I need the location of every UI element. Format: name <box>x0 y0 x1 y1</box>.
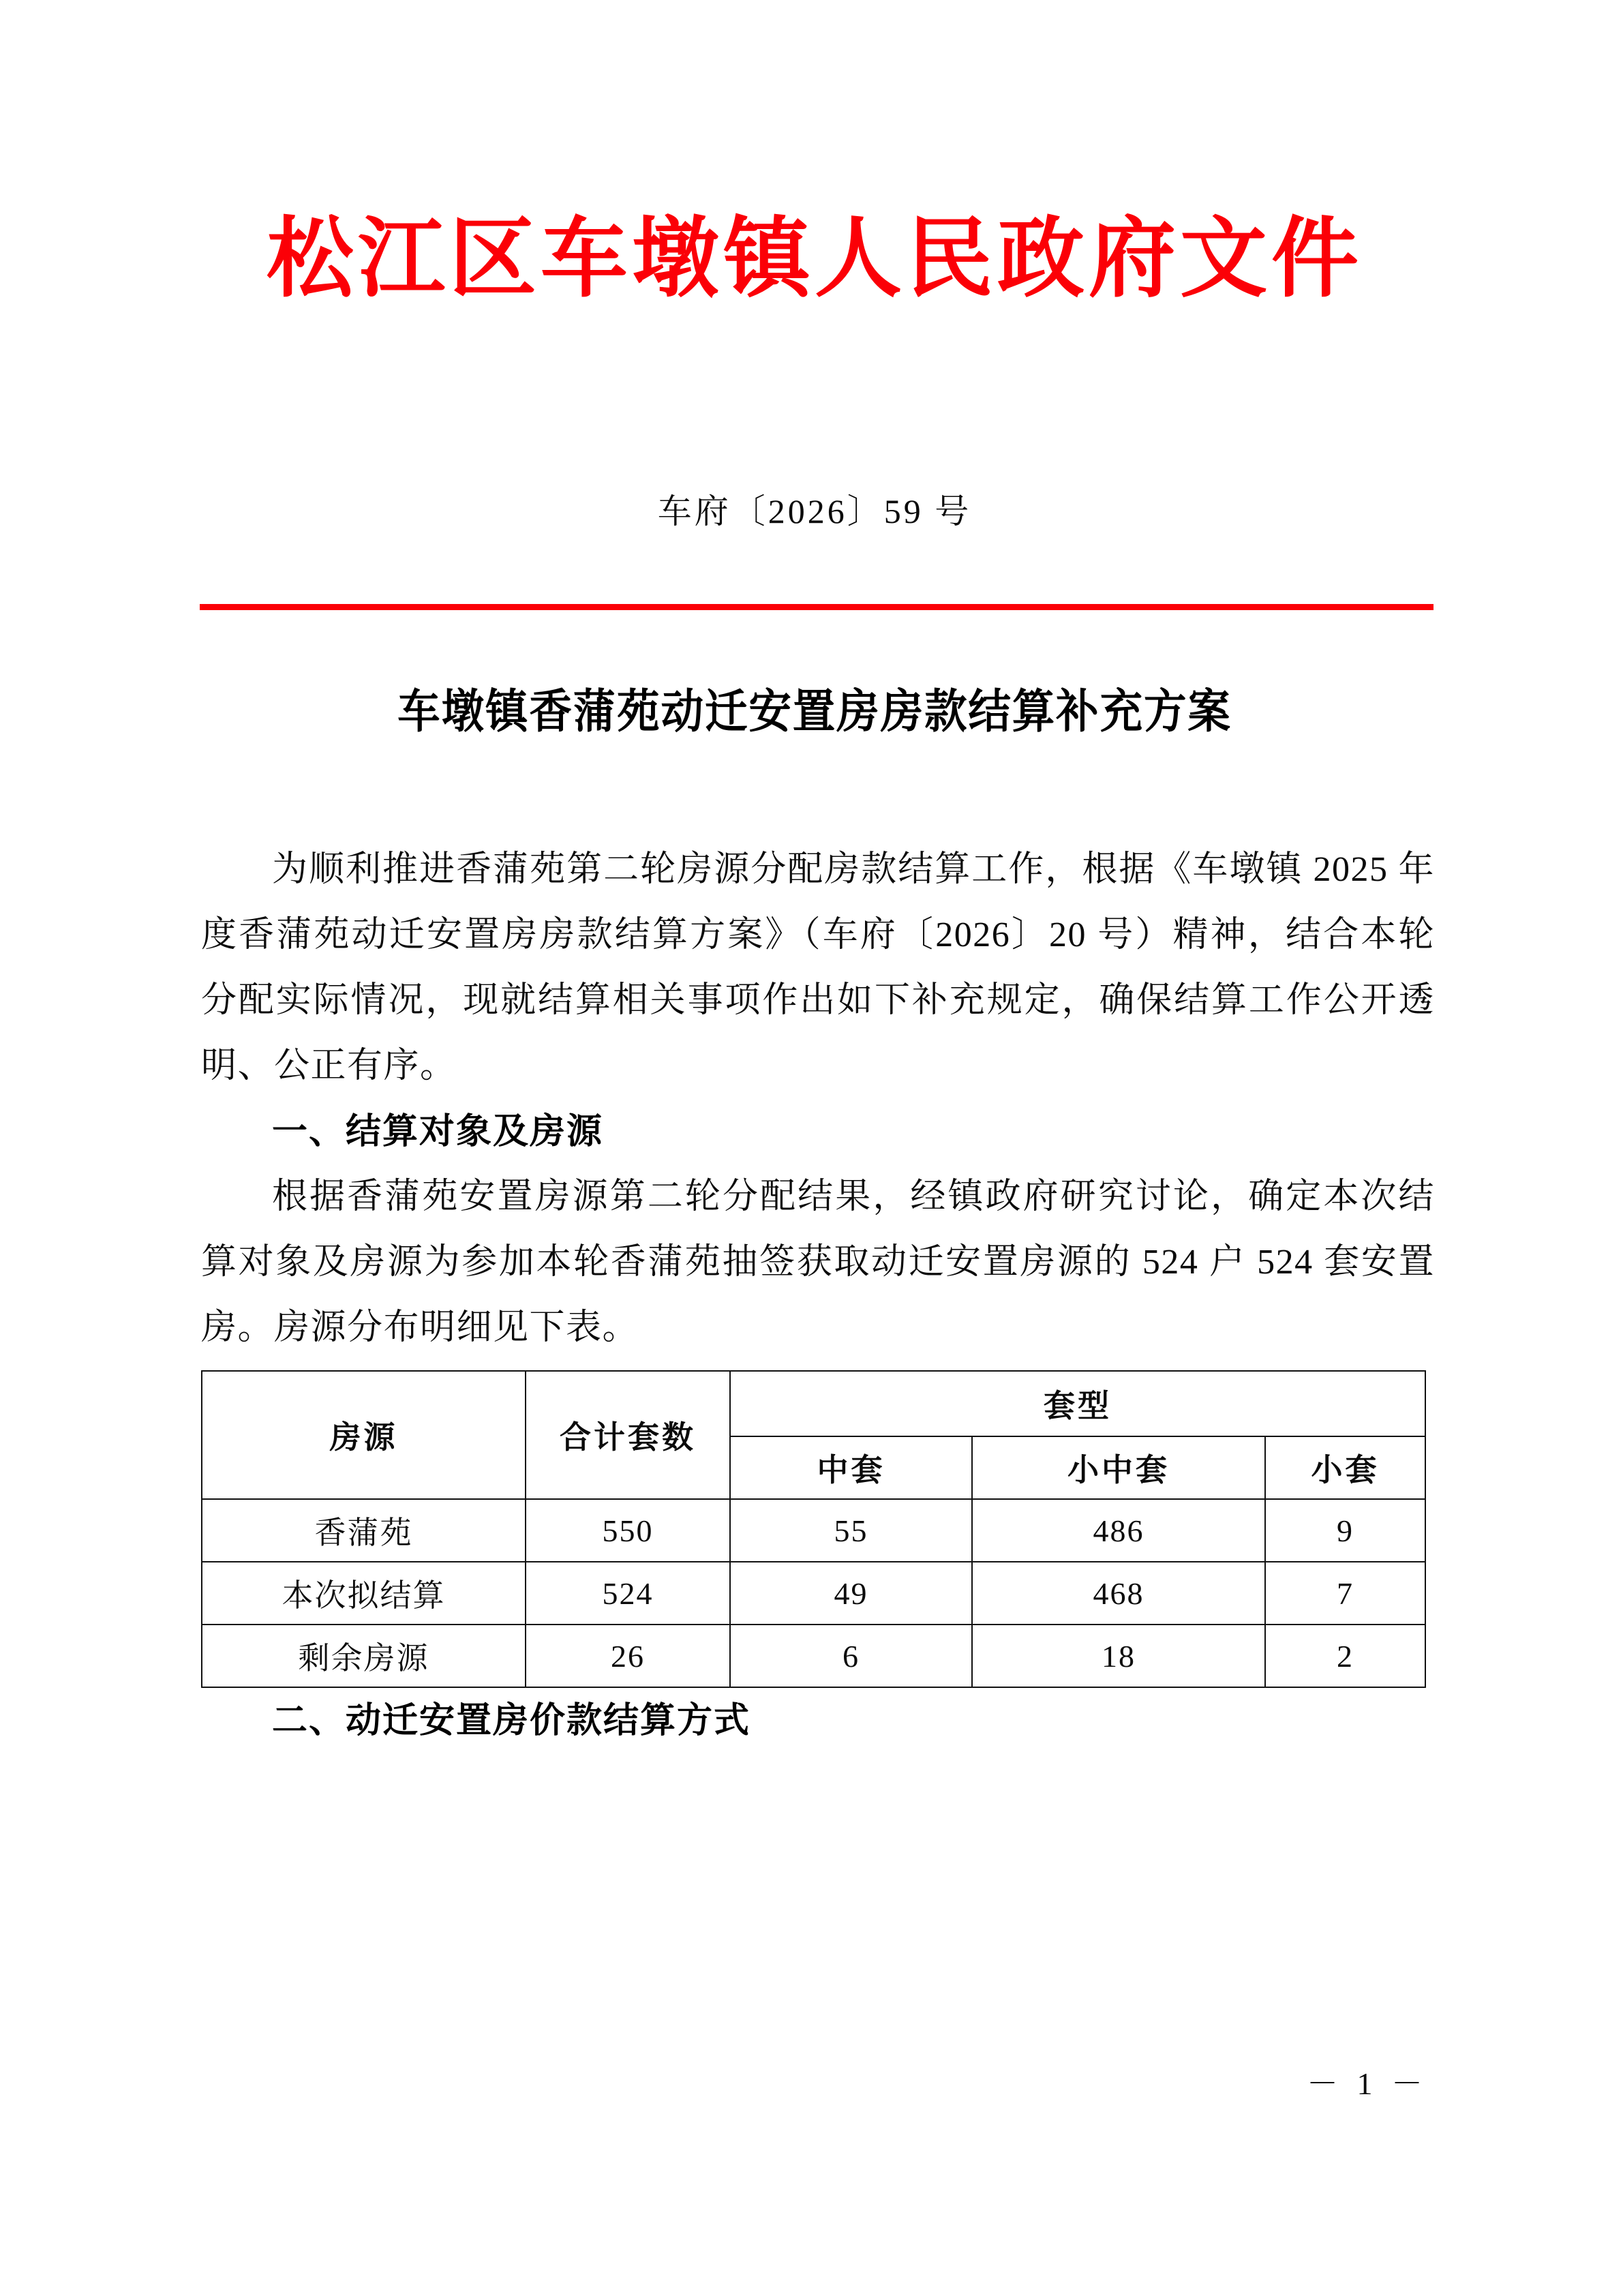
cell-source: 剩余房源 <box>202 1625 526 1687</box>
red-divider-rule <box>200 604 1434 610</box>
cell-small-mid: 468 <box>972 1562 1265 1625</box>
cell-total: 550 <box>526 1499 730 1562</box>
paragraph-intro: 为顺利推进香蒲苑第二轮房源分配房款结算工作，根据《车墩镇 2025 年度香蒲苑动迁安置房房款结算方案》（车府〔2026〕20 号）精神，结合本轮分配实际情况，现就结算相关事项作出如下补充规定，确保结算工作公开透明、公正有序。 <box>201 850 1435 1085</box>
table-header-row-primary <box>202 1371 1425 1436</box>
table-row <box>202 1625 1425 1687</box>
cell-mid: 6 <box>730 1625 972 1687</box>
document-body <box>201 837 1435 1753</box>
cell-mid: 55 <box>730 1499 972 1562</box>
header-unit-type-group: 套型 <box>730 1371 1425 1436</box>
page-number: － 1 － <box>1307 2066 1428 2101</box>
cell-small: 7 <box>1265 1562 1425 1625</box>
paragraph-scope: 根据香蒲苑安置房源第二轮分配结果，经镇政府研究讨论，确定本次结算对象及房源为参加本轮香蒲苑抽签获取动迁安置房源的 524 户 524 套安置房。房源分布明细见下表。 <box>201 1177 1435 1347</box>
page-title: 车墩镇香蒲苑动迁安置房房款结算补充方案 <box>397 686 1232 738</box>
cell-small-mid: 18 <box>972 1625 1265 1687</box>
document-number: 车府〔2026〕59 号 <box>657 492 972 530</box>
header-unit-type-medium: 中套 <box>730 1436 972 1499</box>
header-unit-type-small: 小套 <box>1265 1436 1425 1499</box>
table-row <box>202 1499 1425 1562</box>
masthead <box>201 205 1428 314</box>
cell-small: 9 <box>1265 1499 1425 1562</box>
section-heading-1: 一、结算对象及房源 <box>272 1112 604 1151</box>
section-heading-2: 二、动迁安置房价款结算方式 <box>272 1701 751 1740</box>
cell-source: 本次拟结算 <box>202 1562 526 1625</box>
cell-small: 2 <box>1265 1625 1425 1687</box>
header-total-units: 合计套数 <box>526 1371 730 1499</box>
cell-source: 香蒲苑 <box>202 1499 526 1562</box>
cell-total: 524 <box>526 1562 730 1625</box>
housing-table-wrapper <box>201 1370 1425 1688</box>
housing-distribution-table <box>201 1370 1426 1688</box>
cell-small-mid: 486 <box>972 1499 1265 1562</box>
cell-mid: 49 <box>730 1562 972 1625</box>
masthead-title: 松江区车墩镇人民政府文件 <box>266 211 1363 307</box>
cell-total: 26 <box>526 1625 730 1687</box>
table-row <box>202 1562 1425 1625</box>
header-source: 房源 <box>202 1371 526 1499</box>
header-unit-type-small-medium: 小中套 <box>972 1436 1265 1499</box>
